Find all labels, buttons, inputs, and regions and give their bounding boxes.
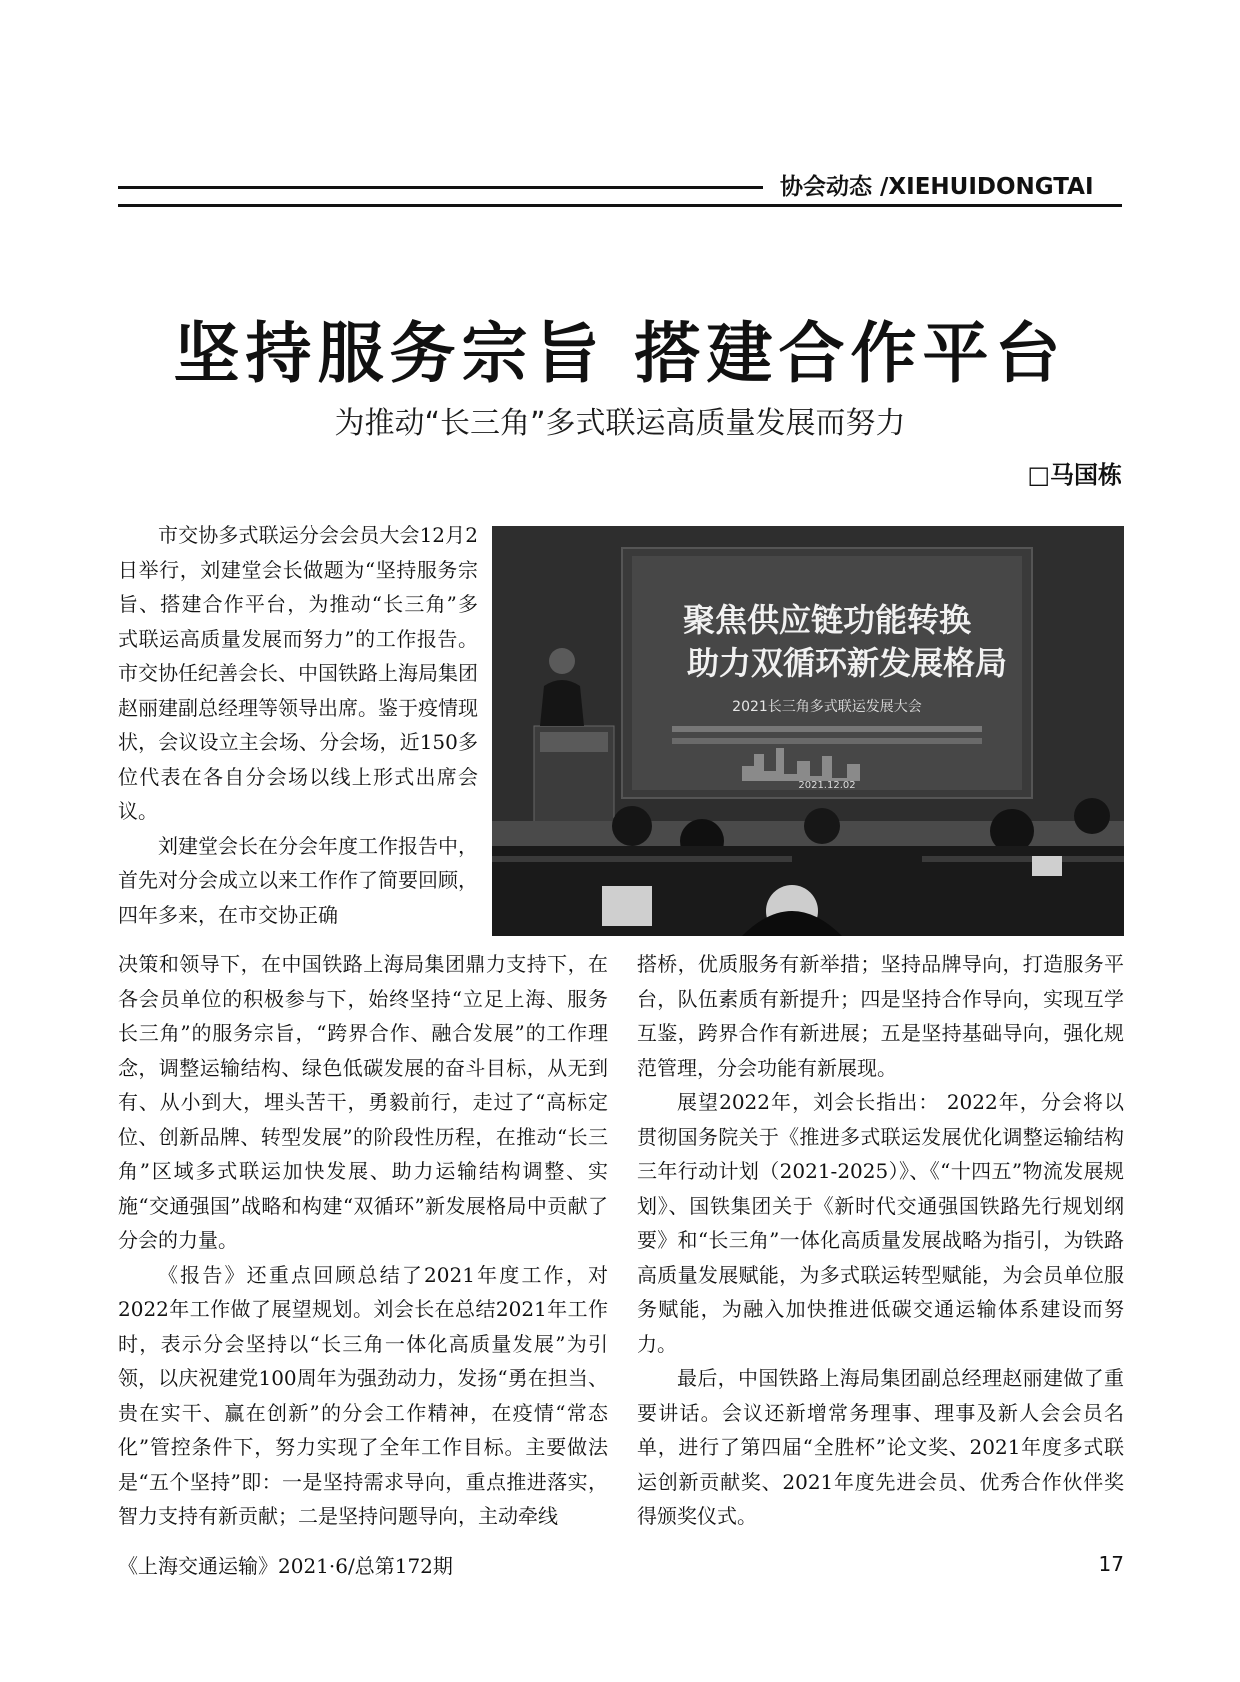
article-title: 坚持服务宗旨 搭建合作平台 [173, 314, 1067, 392]
screen-date: 2021.12.02 [798, 780, 856, 791]
screen-slogan-2: 助力双循环新发展格局 [686, 644, 1008, 682]
paragraph: 决策和领导下，在中国铁路上海局集团鼎力支持下，在各会员单位的积极参与下，始终坚持“立足上海、服务长三角”的服务宗旨，“跨界合作、融合发展”的工作理念，调整运输结构、绿色低碳发展的奋斗目标，从无到有、从小到大，埋头苦干，勇毅前行，走过了“高标定位、创新品牌、转型发展”的阶段性历程，在推动“长三角”区域多式联运加快发展、助力运输结构调整、实施“交通强国”战略和构建“双循环”新发展格局中贡献了分会的力量。 [118, 952, 608, 1252]
article-subtitle: 为推动“长三角”多式联运高质量发展而努力 [334, 406, 906, 441]
publication-footer: 《上海交通运输》2021·6/总第172期 [118, 1554, 453, 1578]
section-title: 协会动态 /XIEHUIDONGTAI [780, 174, 1094, 200]
header-rule-top [118, 186, 763, 189]
paragraph: 刘建堂会长在分会年度工作报告中，首先对分会成立以来工作作了简要回顾，四年多来，在市交协正确 [118, 833, 478, 927]
paragraph: 《报告》还重点回顾总结了2021年度工作，对2022年工作做了展望规划。刘会长在总结2021年工作时，表示分会坚持以“长三角一体化高质量发展”为引领，以庆祝建党100周年为强劲动力，发扬“勇在担当、贵在实干、赢在创新”的分会工作精神，在疫情“常态化”管控条件下，努力实现了全年工作目标。主要做法是“五个坚持”即：一是坚持需求导向，重点推进落实，智力支持有新贡献；二是坚持问题导向，主动牵线 [118, 1262, 608, 1528]
page-number: 17 [1098, 1552, 1124, 1576]
conference-photo [492, 526, 1124, 936]
screen-banner: 2021长三角多式联运发展大会 [732, 699, 922, 715]
paragraph: 市交协多式联运分会会员大会12月2日举行，刘建堂会长做题为“坚持服务宗旨、搭建合作平台，为推动“长三角”多式联运高质量发展而努力”的工作报告。市交协任纪善会长、中国铁路上海局集团赵丽建副总经理等领导出席。鉴于疫情现状，会议设立主会场、分会场，近150多位代表在各自分会场以线上形式出席会议。 [118, 523, 478, 823]
paragraph: 搭桥，优质服务有新举措；坚持品牌导向，打造服务平台，队伍素质有新提升；四是坚持合作导向，实现互学互鉴，跨界合作有新进展；五是坚持基础导向，强化规范管理，分会功能有新展现。 [637, 952, 1124, 1080]
author-byline: □马国栋 [1027, 461, 1122, 489]
paragraph: 展望2022年，刘会长指出： 2022年，分会将以贯彻国务院关于《推进多式联运发展优化调整运输结构三年行动计划（2021-2025）》、《“十四五”物流发展规划》、国铁集团关于《新时代交通强国铁路先行规划纲要》和“长三角”一体化高质量发展战略为指引，为铁路高质量发展赋能，为多式联运转型赋能，为会员单位服务赋能，为融入加快推进低碳交通运输体系建设而努力。 [637, 1090, 1124, 1356]
paragraph: 最后，中国铁路上海局集团副总经理赵丽建做了重要讲话。会议还新增常务理事、理事及新人会会员名单，进行了第四届“全胜杯”论文奖、2021年度多式联运创新贡献奖、2021年度先进会员、优秀合作伙伴奖得颁奖仪式。 [637, 1366, 1124, 1528]
body-column-left-top [118, 518, 478, 932]
header-rule-bottom [118, 204, 1122, 207]
body-column-left-bottom [118, 947, 608, 1534]
body-column-right [637, 947, 1124, 1534]
screen-slogan-1: 聚焦供应链功能转换 [682, 601, 972, 639]
